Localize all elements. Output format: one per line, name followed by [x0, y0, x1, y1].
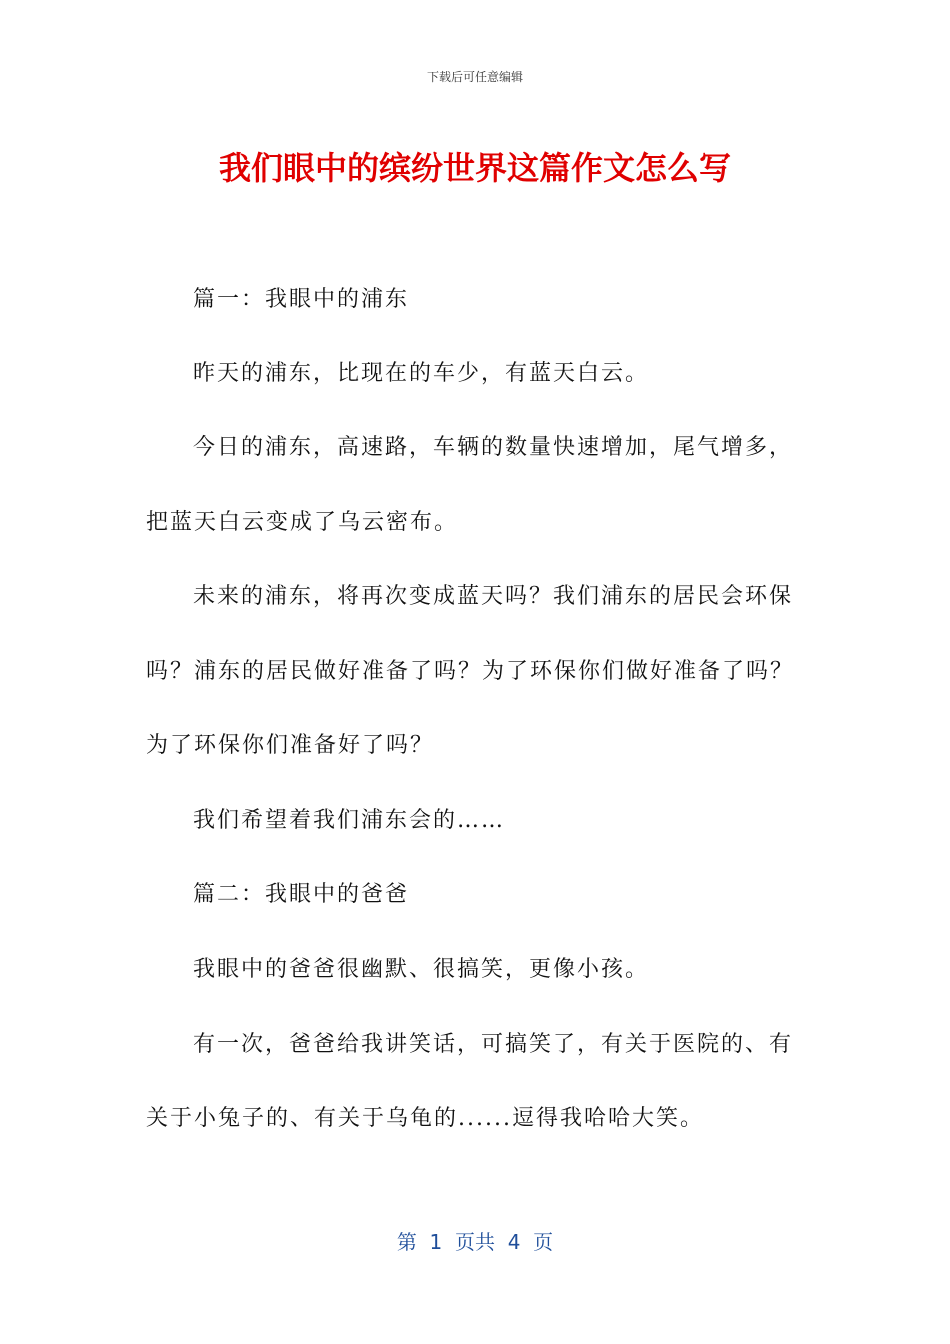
paragraph-line: 我眼中的爸爸很幽默、很搞笑，更像小孩。: [193, 957, 650, 982]
paragraph-line: 未来的浦东，将再次变成蓝天吗？我们浦东的居民会环保: [193, 584, 794, 609]
paragraph-line: 有一次，爸爸给我讲笑话，可搞笑了，有关于医院的、有: [193, 1032, 794, 1057]
page-number-footer: 第 1 页共 4 页: [396, 1230, 554, 1254]
paragraph-line: 关于小兔子的、有关于乌龟的......逗得我哈哈大笑。: [146, 1106, 704, 1131]
paragraph-line: 我们希望着我们浦东会的……: [193, 808, 506, 833]
paragraph-line: 昨天的浦东，比现在的车少，有蓝天白云。: [193, 361, 650, 386]
paragraph-line: 为了环保你们准备好了吗？: [146, 733, 435, 758]
header-note: 下载后可任意编辑: [426, 70, 523, 84]
paragraph-line: 把蓝天白云变成了乌云密布。: [146, 510, 459, 535]
paragraph-line: 篇一：我眼中的浦东: [193, 287, 410, 312]
paragraph-line: 篇二：我眼中的爸爸: [193, 882, 410, 907]
paragraph-line: 吗？浦东的居民做好准备了吗？为了环保你们做好准备了吗？: [146, 659, 795, 684]
document-title: 我们眼中的缤纷世界这篇作文怎么写: [218, 149, 731, 187]
paragraph-line: 今日的浦东，高速路，车辆的数量快速增加，尾气增多，: [193, 435, 794, 460]
